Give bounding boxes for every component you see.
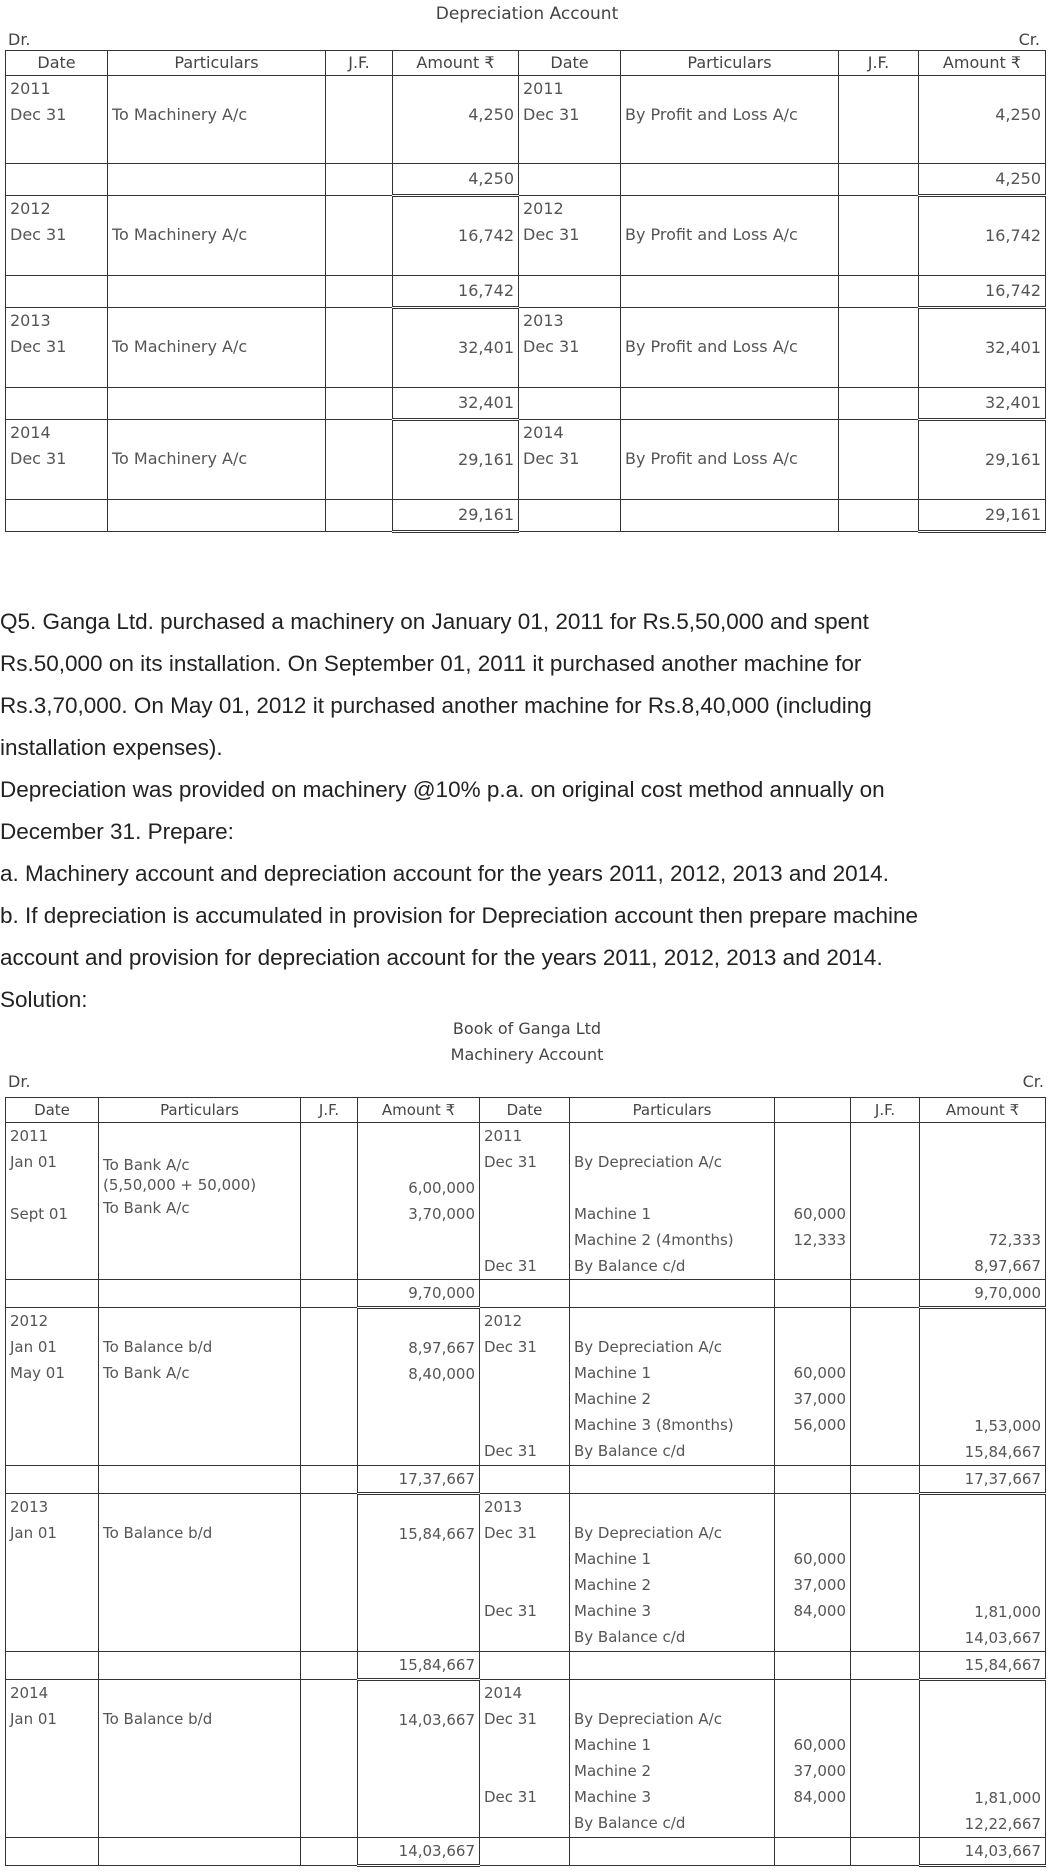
- date: Jan 01: [10, 1524, 57, 1542]
- table-row: [6, 1308, 1046, 1466]
- amount: 72,333: [988, 1231, 1041, 1249]
- amount: 4,250: [995, 105, 1041, 124]
- sub-amount: 60,000: [793, 1550, 846, 1568]
- sub-amount: 60,000: [793, 1736, 846, 1754]
- date: Dec 31: [484, 1257, 537, 1275]
- particulars: By Depreciation A/c: [574, 1710, 722, 1728]
- sub-item: Machine 1: [574, 1205, 652, 1223]
- total: 4,250: [919, 164, 1046, 196]
- date: May 01: [10, 1364, 65, 1382]
- cr-label: Cr.: [1022, 1072, 1044, 1091]
- year: 2012: [10, 199, 51, 218]
- date: Dec 31: [10, 449, 67, 468]
- year: 2013: [10, 1498, 49, 1516]
- sub-amount: 84,000: [793, 1788, 846, 1806]
- date: Dec 31: [10, 337, 67, 356]
- amount: 16,742: [458, 226, 514, 245]
- date: Dec 31: [10, 105, 67, 124]
- total: 9,70,000: [920, 1280, 1046, 1308]
- amount: 1,81,000: [974, 1603, 1041, 1621]
- table-row: [6, 1680, 1046, 1838]
- year: 2012: [523, 199, 564, 218]
- col-header: Date: [6, 1098, 99, 1123]
- particulars: To Balance b/d: [103, 1338, 213, 1356]
- particulars: To Bank A/c: [103, 1199, 190, 1217]
- date: Dec 31: [484, 1338, 537, 1356]
- sub-item: Machine 2: [574, 1762, 652, 1780]
- particulars: By Profit and Loss A/c: [625, 337, 798, 356]
- sub-item: Machine 1: [574, 1736, 652, 1754]
- particulars: To Balance b/d: [103, 1524, 213, 1542]
- sub-item: Machine 3 (8months): [574, 1416, 734, 1434]
- total: 15,84,667: [358, 1652, 480, 1680]
- date: Dec 31: [484, 1710, 537, 1728]
- amount: 14,03,667: [398, 1711, 475, 1729]
- machinery-ledger-table: [5, 1097, 1046, 1867]
- particulars: By Profit and Loss A/c: [625, 225, 798, 244]
- sub-amount: 37,000: [793, 1576, 846, 1594]
- total: 4,250: [393, 164, 519, 196]
- book-title: Book of Ganga Ltd: [452, 1019, 602, 1038]
- year: 2014: [10, 423, 51, 442]
- question-line: Depreciation was provided on machinery @10% p.a. on original cost method annually on: [0, 777, 885, 802]
- particulars: By Balance c/d: [574, 1628, 686, 1646]
- date: Dec 31: [523, 225, 580, 244]
- particulars: By Balance c/d: [574, 1814, 686, 1832]
- question-line: a. Machinery account and depreciation account for the years 2011, 2012, 2013 and 2014.: [0, 861, 889, 886]
- amount: 4,250: [468, 105, 514, 124]
- machinery-account-title: Machinery Account: [450, 1045, 604, 1064]
- amount: 32,401: [985, 338, 1041, 357]
- sub-item: Machine 2: [574, 1576, 652, 1594]
- depreciation-ledger-table: [5, 50, 1046, 533]
- sub-item: Machine 1: [574, 1550, 652, 1568]
- col-header: Amount ₹: [919, 51, 1046, 76]
- total: 16,742: [393, 276, 519, 308]
- particulars: To Machinery A/c: [112, 337, 248, 356]
- particulars: To Machinery A/c: [112, 225, 248, 244]
- particulars: To Balance b/d: [103, 1710, 213, 1728]
- particulars: To Machinery A/c: [112, 449, 248, 468]
- total: 17,37,667: [920, 1466, 1046, 1494]
- col-header: Date: [480, 1098, 570, 1123]
- particulars: By Balance c/d: [574, 1442, 686, 1460]
- question-line: b. If depreciation is accumulated in provision for Depreciation account then prepare machine: [0, 903, 919, 928]
- year: 2013: [523, 311, 564, 330]
- dr-label: Dr.: [8, 1072, 31, 1091]
- total: 14,03,667: [920, 1838, 1046, 1866]
- year: 2012: [484, 1312, 523, 1330]
- total: 16,742: [919, 276, 1046, 308]
- total: 15,84,667: [920, 1652, 1046, 1680]
- year: 2013: [484, 1498, 523, 1516]
- table-row: [6, 1123, 1046, 1280]
- amount: 29,161: [458, 450, 514, 469]
- date: Jan 01: [10, 1338, 57, 1356]
- year: 2011: [484, 1127, 523, 1145]
- date: Dec 31: [484, 1524, 537, 1542]
- total: 9,70,000: [358, 1280, 480, 1308]
- col-header: J.F.: [851, 1098, 920, 1123]
- particulars: By Depreciation A/c: [574, 1338, 722, 1356]
- col-header: Date: [519, 51, 621, 76]
- particulars: To Bank A/c: [103, 1156, 190, 1174]
- amount: 8,40,000: [408, 1365, 475, 1383]
- amount: 15,84,667: [398, 1525, 475, 1543]
- particulars: By Depreciation A/c: [574, 1153, 722, 1171]
- total: 32,401: [919, 388, 1046, 420]
- col-header: J.F.: [301, 1098, 358, 1123]
- particulars: To Machinery A/c: [112, 105, 248, 124]
- total: 17,37,667: [358, 1466, 480, 1494]
- date: Dec 31: [523, 337, 580, 356]
- total: 29,161: [919, 500, 1046, 532]
- question-line: Rs.50,000 on its installation. On September 01, 2011 it purchased another machine for: [0, 651, 862, 676]
- amount: 3,70,000: [408, 1205, 475, 1223]
- particulars: By Balance c/d: [574, 1257, 686, 1275]
- year: 2011: [10, 79, 51, 98]
- table-row: [6, 196, 1046, 276]
- particulars: By Profit and Loss A/c: [625, 105, 798, 124]
- table-row: [6, 420, 1046, 500]
- cr-label: Cr.: [1018, 30, 1040, 49]
- amount: 12,22,667: [964, 1815, 1041, 1833]
- total: 29,161: [393, 500, 519, 532]
- question-line: installation expenses).: [0, 735, 223, 760]
- amount: 6,00,000: [408, 1179, 475, 1197]
- date: Sept 01: [10, 1205, 69, 1223]
- total-row: [6, 164, 1046, 196]
- amount: 15,84,667: [964, 1443, 1041, 1461]
- total-row: [6, 1652, 1046, 1680]
- col-header: Amount ₹: [393, 51, 519, 76]
- total: 14,03,667: [358, 1838, 480, 1866]
- year: 2011: [523, 79, 564, 98]
- date: Dec 31: [484, 1442, 537, 1460]
- col-header: Particulars: [108, 51, 326, 76]
- sub-item: Machine 2: [574, 1390, 652, 1408]
- particulars: (5,50,000 + 50,000): [103, 1176, 257, 1194]
- total-row: [6, 388, 1046, 420]
- total-row: [6, 1838, 1046, 1866]
- sub-item: Machine 1: [574, 1364, 652, 1382]
- total-row: [6, 1466, 1046, 1494]
- sub-amount: 56,000: [793, 1416, 846, 1434]
- col-header: J.F.: [326, 51, 393, 76]
- dr-label: Dr.: [8, 30, 31, 49]
- question-line: Rs.3,70,000. On May 01, 2012 it purchased another machine for Rs.8,40,000 (including: [0, 693, 872, 718]
- sub-amount: 12,333: [793, 1231, 846, 1249]
- year: 2012: [10, 1312, 49, 1330]
- year: 2013: [10, 311, 51, 330]
- question-line: account and provision for depreciation account for the years 2011, 2012, 2013 and 2014.: [0, 945, 883, 970]
- amount: 8,97,667: [974, 1257, 1041, 1275]
- sub-amount: 37,000: [793, 1390, 846, 1408]
- year: 2014: [484, 1684, 523, 1702]
- date: Dec 31: [10, 225, 67, 244]
- col-header: Particulars: [621, 51, 839, 76]
- amount: 29,161: [985, 450, 1041, 469]
- year: 2011: [10, 1127, 49, 1145]
- sub-amount: 84,000: [793, 1602, 846, 1620]
- sub-amount: 37,000: [793, 1762, 846, 1780]
- total-row: [6, 276, 1046, 308]
- table-row: [6, 76, 1046, 164]
- col-header: Amount ₹: [358, 1098, 480, 1123]
- date: Dec 31: [523, 105, 580, 124]
- question-line: December 31. Prepare:: [0, 819, 234, 844]
- question-block: [0, 601, 1054, 1021]
- date: Jan 01: [10, 1710, 57, 1728]
- amount: 1,53,000: [974, 1417, 1041, 1435]
- year: 2014: [10, 1684, 49, 1702]
- col-header: [775, 1098, 851, 1123]
- table-row: [6, 1494, 1046, 1652]
- date: Jan 01: [10, 1153, 57, 1171]
- header-row: [6, 1098, 1046, 1123]
- sub-amount: 60,000: [793, 1205, 846, 1223]
- question-line: Q5. Ganga Ltd. purchased a machinery on January 01, 2011 for Rs.5,50,000 and spent: [0, 609, 869, 634]
- amount: 14,03,667: [964, 1629, 1041, 1647]
- particulars: By Profit and Loss A/c: [625, 449, 798, 468]
- date: Dec 31: [484, 1788, 537, 1806]
- total-row: [6, 500, 1046, 532]
- header-row: [6, 51, 1046, 76]
- year: 2014: [523, 423, 564, 442]
- amount: 8,97,667: [408, 1339, 475, 1357]
- date: Dec 31: [523, 449, 580, 468]
- col-header: J.F.: [839, 51, 919, 76]
- col-header: Date: [6, 51, 108, 76]
- total-row: [6, 1280, 1046, 1308]
- amount: 1,81,000: [974, 1789, 1041, 1807]
- sub-amount: 60,000: [793, 1364, 846, 1382]
- col-header: Particulars: [99, 1098, 301, 1123]
- question-line: Solution:: [0, 987, 88, 1012]
- col-header: Amount ₹: [920, 1098, 1046, 1123]
- particulars: To Bank A/c: [103, 1364, 190, 1382]
- table-row: [6, 308, 1046, 388]
- total: 32,401: [393, 388, 519, 420]
- particulars: By Depreciation A/c: [574, 1524, 722, 1542]
- amount: 16,742: [985, 226, 1041, 245]
- depreciation-account-title: Depreciation Account: [435, 4, 619, 24]
- sub-item: Machine 3: [574, 1788, 652, 1806]
- col-header: Particulars: [570, 1098, 775, 1123]
- amount: 32,401: [458, 338, 514, 357]
- date: Dec 31: [484, 1602, 537, 1620]
- date: Dec 31: [484, 1153, 537, 1171]
- sub-item: Machine 3: [574, 1602, 652, 1620]
- sub-item: Machine 2 (4months): [574, 1231, 734, 1249]
